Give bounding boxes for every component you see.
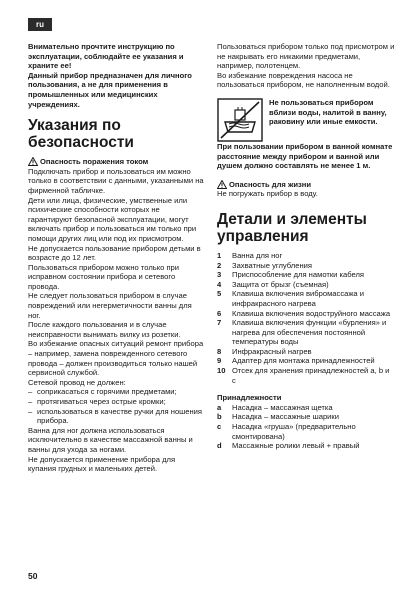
part-number: 3 [217, 270, 222, 280]
left-column [28, 42, 204, 474]
safety-paragraph: Не допускается пользование прибором детьми в возрасте до 12 лет. [28, 243, 201, 263]
right-column [217, 42, 395, 451]
part-label: Ванна для ног [232, 250, 283, 260]
cord-rules-list [28, 387, 204, 425]
life-warning-title: Опасность для жизни [229, 179, 312, 189]
list-item [217, 412, 395, 422]
pump-note: Во избежание повреждения насоса не пользоваться прибором, не наполненным водой. [217, 70, 390, 90]
accessory-label: Массажные ролики левый + правый [232, 441, 360, 451]
list-item [217, 251, 395, 261]
life-warning [217, 180, 395, 190]
part-label: Клавиша включения функции «бурления» и нагрева для обеспечения постоянной температуры воды [232, 318, 387, 347]
part-number: 7 [217, 318, 222, 328]
list-item: – протягиваться через острые кромки; [28, 397, 204, 407]
part-number: 4 [217, 279, 222, 289]
part-number: 6 [217, 308, 222, 318]
part-label: Захватные углубления [232, 260, 312, 270]
part-number: 9 [217, 356, 222, 366]
safety-paragraph: Ванна для ног должна использоваться исключительно в качестве массажной ванны и ванны для ухода за ногами. [28, 425, 193, 454]
warning-triangle-icon [28, 157, 38, 166]
list-item [217, 422, 395, 441]
safety-paragraph: Дети или лица, физические, умственные или психические способности которых не гарантируют безопасной эксплуатации, могут включать прибор и пользоваться им только при помощи других лиц или под их присмотром. [28, 195, 197, 243]
safety-paragraph: Подключать прибор и пользоваться им можно только в соответствии с данными, указанными на фирменной табличке. [28, 166, 204, 195]
list-item [217, 441, 395, 451]
accessory-label: Насадка – массажные шарики [232, 412, 339, 422]
warning-triangle-icon [217, 180, 227, 189]
part-number: 1 [217, 250, 222, 260]
list-item [217, 347, 395, 357]
part-label: Адаптер для монтажа принадлежностей [232, 356, 375, 366]
shock-warning [28, 157, 204, 167]
accessory-letter: a [217, 402, 222, 412]
part-number: 10 [217, 366, 226, 376]
safety-paragraph: Не следует пользоваться прибором в случае повреждений или негерметичности ванны для ног. [28, 291, 192, 320]
accessories-list [217, 403, 395, 451]
list-item [217, 261, 395, 271]
bath-warning-text: Не пользоваться прибором вблизи воды, налитой в ванну, раковину или иные емкости. [269, 97, 387, 127]
accessory-label: Насадка «груша» (предварительно смонтирована) [232, 422, 356, 441]
list-item [217, 289, 395, 308]
supervision-note: Пользоваться прибором только под присмотром и не накрывать его никакими предметами, например, полотенцем. [217, 42, 395, 71]
parts-heading: Детали и элементы управления [217, 210, 367, 245]
list-item [217, 403, 395, 413]
language-tab: ru [28, 18, 52, 31]
accessories-title: Принадлежности [217, 393, 282, 403]
list-item [217, 366, 395, 385]
accessory-letter: c [217, 422, 222, 432]
safety-paragraph: После каждого пользования и в случае неисправности вынимать вилку из розетки. [28, 320, 181, 339]
list-item [217, 270, 395, 280]
part-label: Клавиша включения водоструйного массажа [232, 308, 391, 318]
list-item: – использоваться в качестве ручки для ношения прибора. [28, 407, 204, 426]
bathroom-distance-note: При пользовании прибором в ванной комнате расстояние между прибором и ванной или душем должно составлять не менее 1 м. [217, 141, 393, 171]
intro-private-use: Данный прибор предназначен для личного пользования, а не для применения в промышленных или медицинских учреждениях. [28, 70, 192, 109]
safety-heading: Указания по безопасности [28, 117, 134, 152]
part-label: Отсек для хранения принадлежностей a, b и c [232, 366, 390, 385]
part-number: 2 [217, 260, 222, 270]
safety-paragraph: Не допускается применение прибора для купания грудных и маленьких детей. [28, 454, 176, 474]
part-label: Клавиша включения вибромассажа и инфракрасного нагрева [232, 289, 365, 308]
list-item [217, 309, 395, 319]
safety-paragraph: Пользоваться прибором можно только при исправном состоянии прибора и сетевого провода. [28, 262, 180, 291]
accessory-letter: d [217, 441, 222, 451]
page-number: 50 [28, 571, 38, 581]
safety-paragraph: Сетевой провод не должен: [28, 377, 126, 387]
part-number: 5 [217, 289, 222, 299]
part-label: Инфракрасный нагрев [232, 346, 312, 356]
part-label: Приспособление для намотки кабеля [232, 270, 365, 280]
part-label: Защита от брызг (съемная) [232, 279, 329, 289]
shock-warning-title: Опасность поражения током [40, 157, 149, 167]
life-warning-text: Не погружать прибор в воду. [217, 189, 318, 199]
parts-list [217, 251, 395, 385]
list-item [217, 280, 395, 290]
bath-warning-block [217, 98, 395, 142]
accessory-label: Насадка – массажная щетка [232, 402, 333, 412]
accessory-letter: b [217, 412, 222, 422]
no-bath-water-icon [217, 98, 263, 142]
list-item [217, 356, 395, 366]
part-number: 8 [217, 346, 222, 356]
list-item [217, 318, 395, 347]
list-item: – соприкасаться с горячими предметами; [28, 387, 204, 397]
intro-read-instructions: Внимательно прочтите инструкцию по эксплуатации, соблюдайте ее указания и храните ее! [28, 42, 184, 71]
safety-paragraph: Во избежание опасных ситуаций ремонт прибора – например, замена поврежденного сетевого провода – должен производиться только нашей сервисной службой. [28, 339, 204, 378]
